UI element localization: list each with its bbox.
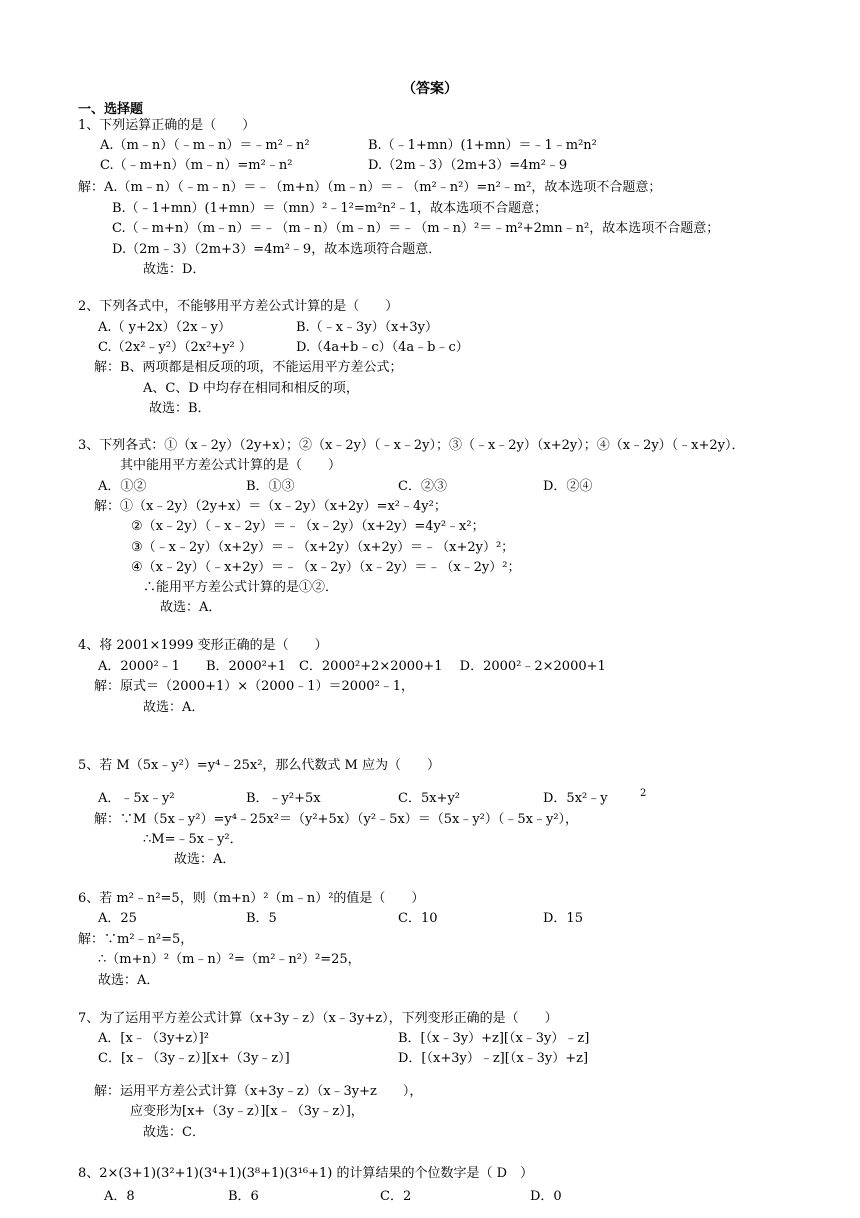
section-heading: 一、选择题 [78, 102, 144, 117]
q1-option-d: D.（2m﹣3）（2m+3）=4m²﹣9 [368, 158, 568, 173]
q7-option-a: A．[x﹣（3y+z）]² [98, 1031, 209, 1046]
q3-solution-line: ②（x﹣2y）（﹣x﹣2y）＝﹣（x﹣2y）（x+2y）=4y²﹣x²； [131, 519, 485, 534]
q7-option-c: C．[x﹣（3y﹣z）][x+（3y﹣z）] [98, 1051, 290, 1066]
q7-option-b: B．[（x﹣3y）+z][（x﹣3y）﹣z] [398, 1031, 590, 1046]
q7-option-d: D．[（x+3y）﹣z][（x﹣3y）+z] [398, 1051, 589, 1066]
q1-solution-line: C.（﹣m+n）（m﹣n）＝﹣（m﹣n）（m﹣n）＝﹣（m﹣n）²＝﹣m²+2mn﹣n²，故本选项不合题意； [112, 221, 720, 236]
q5-option-b: B．﹣y²+5x [246, 791, 321, 806]
q3-option-a: A．①② [98, 479, 147, 494]
q6-option-a: A．25 [98, 911, 137, 926]
q3-solution-line: 解：①（x﹣2y）（2y+x）＝（x﹣2y）（x+2y）=x²﹣4y²； [94, 499, 447, 514]
q3-option-c: C．②③ [398, 479, 447, 494]
q2-option-b: B.（﹣x﹣3y）（x+3y） [296, 320, 438, 335]
q8-option-c: C．2 [380, 1189, 412, 1204]
q2-answer: 故选：B． [149, 401, 211, 416]
q1-option-c: C.（﹣m+n）（m﹣n）=m²﹣n² [100, 158, 293, 173]
q2-solution-line: A、C、D 中均存在相同和相反的项， [143, 381, 359, 396]
q8-option-b: B．6 [228, 1189, 259, 1204]
q1-solution-line: D.（2m﹣3）（2m+3）=4m²﹣9，故本选项符合题意． [112, 242, 442, 257]
q6-option-d: D．15 [543, 911, 583, 926]
q3-solution-line: ∴能用平方差公式计算的是①②． [143, 580, 339, 595]
q5-stem: 5、若 M（5x﹣y²）=y⁴﹣25x²，那么代数式 M 应为（ ） [78, 758, 440, 773]
q4-answer: 故选：A． [143, 700, 205, 715]
q4-options: A．2000²﹣1 B．2000²+1 C．2000²+2×2000+1 D．2000²﹣2×2000+1 [98, 659, 606, 674]
q5-solution-line: 解：∵M（5x﹣y²）=y⁴﹣25x²＝（y²+5x）（y²﹣5x）＝（5x﹣y²）（﹣5x﹣y²）， [94, 812, 579, 827]
q5-answer: 故选：A． [174, 852, 236, 867]
q7-solution-line: 应变形为[x+（3y﹣z）][x﹣（3y﹣z）]， [130, 1104, 364, 1119]
q3-solution-line: ③（﹣x﹣2y）（x+2y）＝﹣（x+2y）（x+2y）＝﹣（x+2y）²； [131, 540, 515, 555]
q1-option-a: A.（m﹣n）（﹣m﹣n）＝﹣m²﹣n² [100, 138, 310, 153]
q2-option-d: D.（4a+b﹣c）（4a﹣b﹣c） [296, 340, 469, 355]
q3-solution-line: ④（x﹣2y）（﹣x+2y）＝﹣（x﹣2y）（x﹣2y）＝﹣（x﹣2y）²； [131, 560, 521, 575]
q3-option-d: D．②④ [543, 479, 593, 494]
q6-stem: 6、若 m²﹣n²=5，则（m+n）²（m﹣n）²的值是（ ） [78, 891, 425, 906]
page-title: （答案） [402, 81, 458, 97]
q5-option-a: A．﹣5x﹣y² [98, 791, 175, 806]
q6-option-c: C．10 [398, 911, 438, 926]
q2-solution-line: 解：B、两项都是相反项的项，不能运用平方差公式； [94, 360, 403, 375]
q3-stem: 3、下列各式：①（x﹣2y）（2y+x）；②（x﹣2y）（﹣x﹣2y）；③（﹣x﹣2y）（x+2y）；④（x﹣2y）（﹣x+2y）． [78, 438, 745, 453]
q3-option-b: B．①③ [246, 479, 295, 494]
q7-answer: 故选：C． [143, 1125, 205, 1140]
q3-stem-continued: 其中能用平方差公式计算的是（ ） [120, 458, 342, 473]
q7-solution-line: 解：运用平方差公式计算（x+3y﹣z）（x﹣3y+z ）， [94, 1084, 423, 1099]
q1-option-b: B.（﹣1+mn）(1+mn）＝﹣1﹣m²n² [368, 138, 597, 153]
q1-stem: 1、下列运算正确的是（ ） [78, 118, 256, 133]
q6-answer: 故选：A． [98, 973, 160, 988]
q6-solution-line: ∴（m+n）²（m﹣n）²=（m²﹣n²）²=25， [98, 952, 361, 967]
q1-answer: 故选：D． [143, 262, 206, 277]
q3-answer: 故选：A． [160, 600, 222, 615]
q7-stem: 7、为了运用平方差公式计算（x+3y﹣z）（x﹣3y+z），下列变形正确的是（ ） [78, 1011, 558, 1026]
q5-option-c: C．5x+y² [398, 791, 460, 806]
q5-option-d: D．5x²﹣y [543, 791, 608, 806]
q6-option-b: B．5 [246, 911, 277, 926]
q5-option-d-exponent: 2 [640, 788, 647, 799]
q1-solution-line: B.（﹣1+mn）(1+mn）＝（mn）²﹣1²=m²n²﹣1，故本选项不合题意； [112, 201, 548, 216]
q2-stem: 2、下列各式中，不能够用平方差公式计算的是（ ） [78, 299, 399, 314]
q1-solution-line: 解：A.（m﹣n）（﹣m﹣n）＝﹣（m+n）（m﹣n）＝﹣（m²﹣n²）=n²﹣m²，故本选项不合题意； [78, 180, 662, 195]
q8-stem: 8、2×(3+1)(3²+1)(3⁴+1)(3⁸+1)(3¹⁶+1) 的计算结果的个位数字是（ D ） [78, 1166, 534, 1181]
q4-stem: 4、将 2001×1999 变形正确的是（ ） [78, 638, 328, 653]
q4-solution-line: 解：原式＝（2000+1）×（2000﹣1）＝2000²﹣1， [94, 679, 415, 694]
q5-solution-line: ∴M=﹣5x﹣y²． [143, 832, 243, 847]
q6-solution-line: 解：∵m²﹣n²=5， [78, 932, 194, 947]
q2-option-a: A.（ y+2x）（2x﹣y） [98, 320, 231, 335]
q8-option-d: D．0 [530, 1189, 562, 1204]
q8-option-a: A．8 [104, 1189, 135, 1204]
q2-option-c: C.（2x²﹣y²）（2x²+y² ） [98, 340, 252, 355]
